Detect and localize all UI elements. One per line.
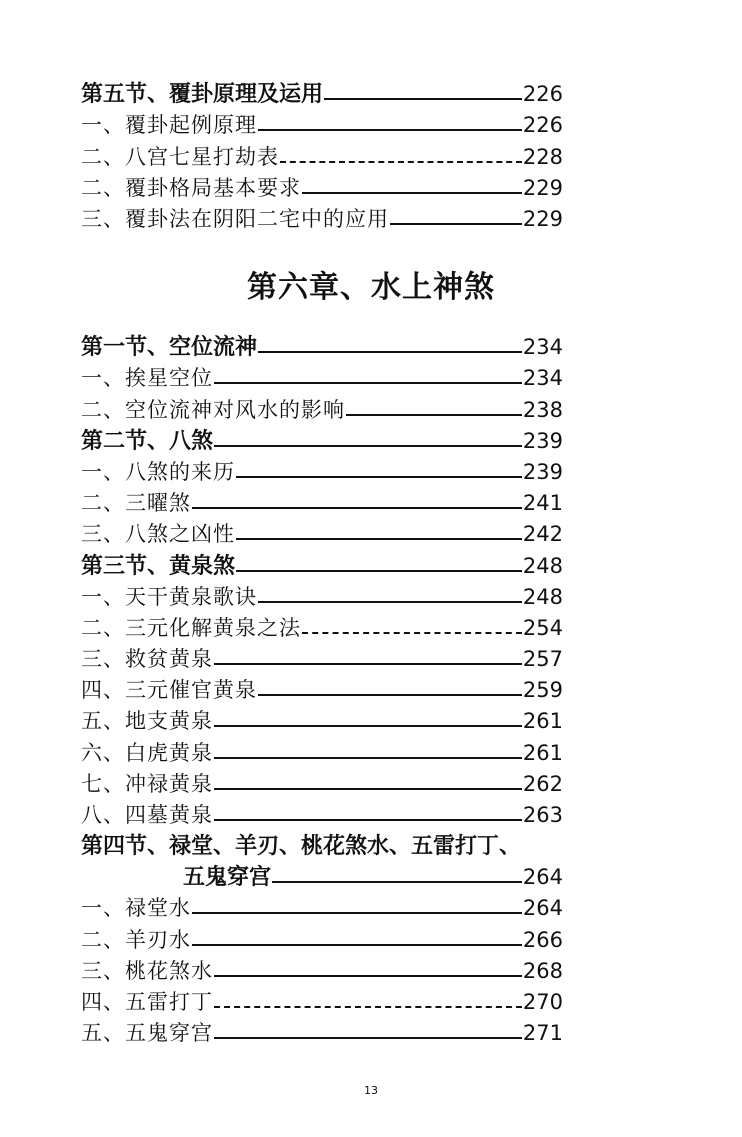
toc-section-entry	[81, 550, 563, 581]
toc-leader-line	[258, 601, 522, 603]
toc-item-entry	[81, 141, 563, 172]
toc-page-number: 261	[522, 740, 563, 765]
toc-item-entry	[81, 706, 563, 737]
toc-item-entry	[81, 204, 563, 235]
toc-page-number: 271	[522, 1021, 563, 1046]
toc-leader-line	[214, 382, 522, 384]
toc-item-entry	[81, 987, 563, 1018]
toc-leader-line	[214, 975, 522, 977]
toc-entry-title: 二、三曜煞	[81, 491, 191, 516]
toc-page-number: 228	[522, 144, 563, 169]
toc-leader-line	[302, 192, 522, 194]
toc-leader-line	[214, 663, 522, 665]
toc-leader-line	[192, 507, 522, 509]
toc-page-number: 239	[522, 459, 563, 484]
toc-entry-title: 五、地支黄泉	[81, 709, 213, 734]
toc-entry-title: 三、救贫黄泉	[81, 647, 213, 672]
toc-item-entry	[81, 1018, 563, 1049]
toc-leader-line	[302, 632, 522, 634]
toc-leader-line	[258, 694, 522, 696]
toc-leader-line	[214, 1037, 522, 1039]
toc-section-entry	[81, 332, 563, 363]
toc-entry-title: 二、羊刃水	[81, 927, 191, 952]
toc-leader-line	[214, 819, 522, 821]
toc-leader-line	[214, 445, 522, 447]
toc-item-entry	[81, 488, 563, 519]
toc-page-number: 264	[522, 896, 563, 921]
toc-page-number: 229	[522, 206, 563, 231]
toc-entry-title: 第二节、八煞	[81, 428, 214, 454]
toc-entry-title: 第五节、覆卦原理及运用	[81, 82, 324, 108]
toc-leader-line	[324, 98, 522, 100]
toc-page-number: 264	[522, 865, 563, 890]
toc-item-entry	[81, 675, 563, 706]
toc-page-number: 248	[522, 584, 563, 609]
toc-item-entry	[81, 644, 563, 675]
toc-item-entry	[81, 613, 563, 644]
toc-entry-title: 第四节、禄堂、羊刃、桃花煞水、五雷打丁、	[81, 834, 522, 860]
toc-section-entry	[81, 862, 563, 893]
toc-page-number: 257	[522, 647, 563, 672]
toc-main-block	[81, 332, 563, 1049]
toc-item-entry	[81, 519, 563, 550]
chapter-heading: 第六章、水上神煞	[247, 270, 495, 305]
toc-page-number: 229	[522, 175, 563, 200]
toc-entry-title: 二、三元化解黄泉之法	[81, 615, 301, 640]
toc-leader-line	[272, 881, 522, 883]
toc-page-number: 238	[522, 397, 563, 422]
toc-entry-title: 七、冲禄黄泉	[81, 771, 213, 796]
toc-item-entry	[81, 173, 563, 204]
toc-entry-title: 四、五雷打丁	[81, 989, 213, 1014]
toc-entry-title: 六、白虎黄泉	[81, 740, 213, 765]
toc-leader-line	[236, 476, 522, 478]
toc-page-number: 234	[522, 335, 563, 360]
toc-entry-title: 五、五鬼穿宫	[81, 1021, 213, 1046]
toc-item-entry	[81, 110, 563, 141]
toc-item-entry	[81, 800, 563, 831]
toc-leader-line	[280, 161, 522, 163]
toc-leader-line	[258, 129, 522, 131]
toc-page-number: 248	[522, 553, 563, 578]
toc-item-entry	[81, 363, 563, 394]
toc-leader-line	[214, 788, 522, 790]
toc-entry-title: 一、覆卦起例原理	[81, 113, 257, 138]
toc-page-number: 226	[522, 82, 563, 107]
toc-item-entry	[81, 924, 563, 955]
toc-entry-title: 一、挨星空位	[81, 366, 213, 391]
toc-page-number: 239	[522, 428, 563, 453]
toc-entry-title: 第三节、黄泉煞	[81, 553, 236, 579]
toc-page-number: 266	[522, 927, 563, 952]
page-number: 13	[364, 1084, 378, 1097]
toc-section-entry	[81, 426, 563, 457]
toc-page-number: 268	[522, 958, 563, 983]
toc-leader-line	[390, 223, 522, 225]
toc-leader-line	[214, 725, 522, 727]
toc-top-block	[81, 79, 563, 235]
toc-entry-title: 一、八煞的来历	[81, 459, 235, 484]
toc-leader-line	[214, 757, 522, 759]
toc-entry-title: 二、覆卦格局基本要求	[81, 175, 301, 200]
toc-leader-line	[214, 1006, 522, 1008]
toc-leader-line	[236, 538, 522, 540]
toc-page-number: 263	[522, 803, 563, 827]
toc-entry-title: 八、四墓黄泉	[81, 803, 213, 827]
toc-page-number: 241	[522, 491, 563, 516]
toc-item-entry	[81, 394, 563, 425]
toc-item-entry	[81, 956, 563, 987]
toc-entry-title: 一、天干黄泉歌诀	[81, 584, 257, 609]
toc-page-number: 270	[522, 989, 563, 1014]
toc-leader-line	[192, 912, 522, 914]
toc-page-number: 226	[522, 113, 563, 138]
toc-page-number: 259	[522, 678, 563, 703]
toc-leader-line	[236, 570, 522, 572]
toc-entry-title: 三、桃花煞水	[81, 958, 213, 983]
toc-item-entry	[81, 737, 563, 768]
toc-item-entry	[81, 893, 563, 924]
toc-page-number: 262	[522, 771, 563, 796]
toc-leader-line	[192, 944, 522, 946]
toc-entry-title: 一、禄堂水	[81, 896, 191, 921]
toc-entry-title: 三、覆卦法在阴阳二宅中的应用	[81, 206, 389, 231]
toc-leader-line	[346, 414, 522, 416]
toc-page-number: 261	[522, 709, 563, 734]
toc-item-entry	[81, 457, 563, 488]
toc-entry-title: 三、八煞之凶性	[81, 522, 235, 547]
toc-entry-title: 二、空位流神对风水的影响	[81, 397, 345, 422]
toc-entry-title: 五鬼穿宫	[183, 865, 272, 891]
toc-entry-title: 第一节、空位流神	[81, 335, 258, 361]
toc-leader-line	[258, 351, 522, 353]
toc-page-number: 234	[522, 366, 563, 391]
toc-page-number: 254	[522, 615, 563, 640]
toc-section-entry	[81, 831, 563, 862]
toc-section-entry	[81, 79, 563, 110]
toc-item-entry	[81, 582, 563, 613]
toc-entry-title: 二、八宫七星打劫表	[81, 144, 279, 169]
toc-item-entry	[81, 769, 563, 800]
toc-page-number: 242	[522, 522, 563, 547]
toc-entry-title: 四、三元催官黄泉	[81, 678, 257, 703]
